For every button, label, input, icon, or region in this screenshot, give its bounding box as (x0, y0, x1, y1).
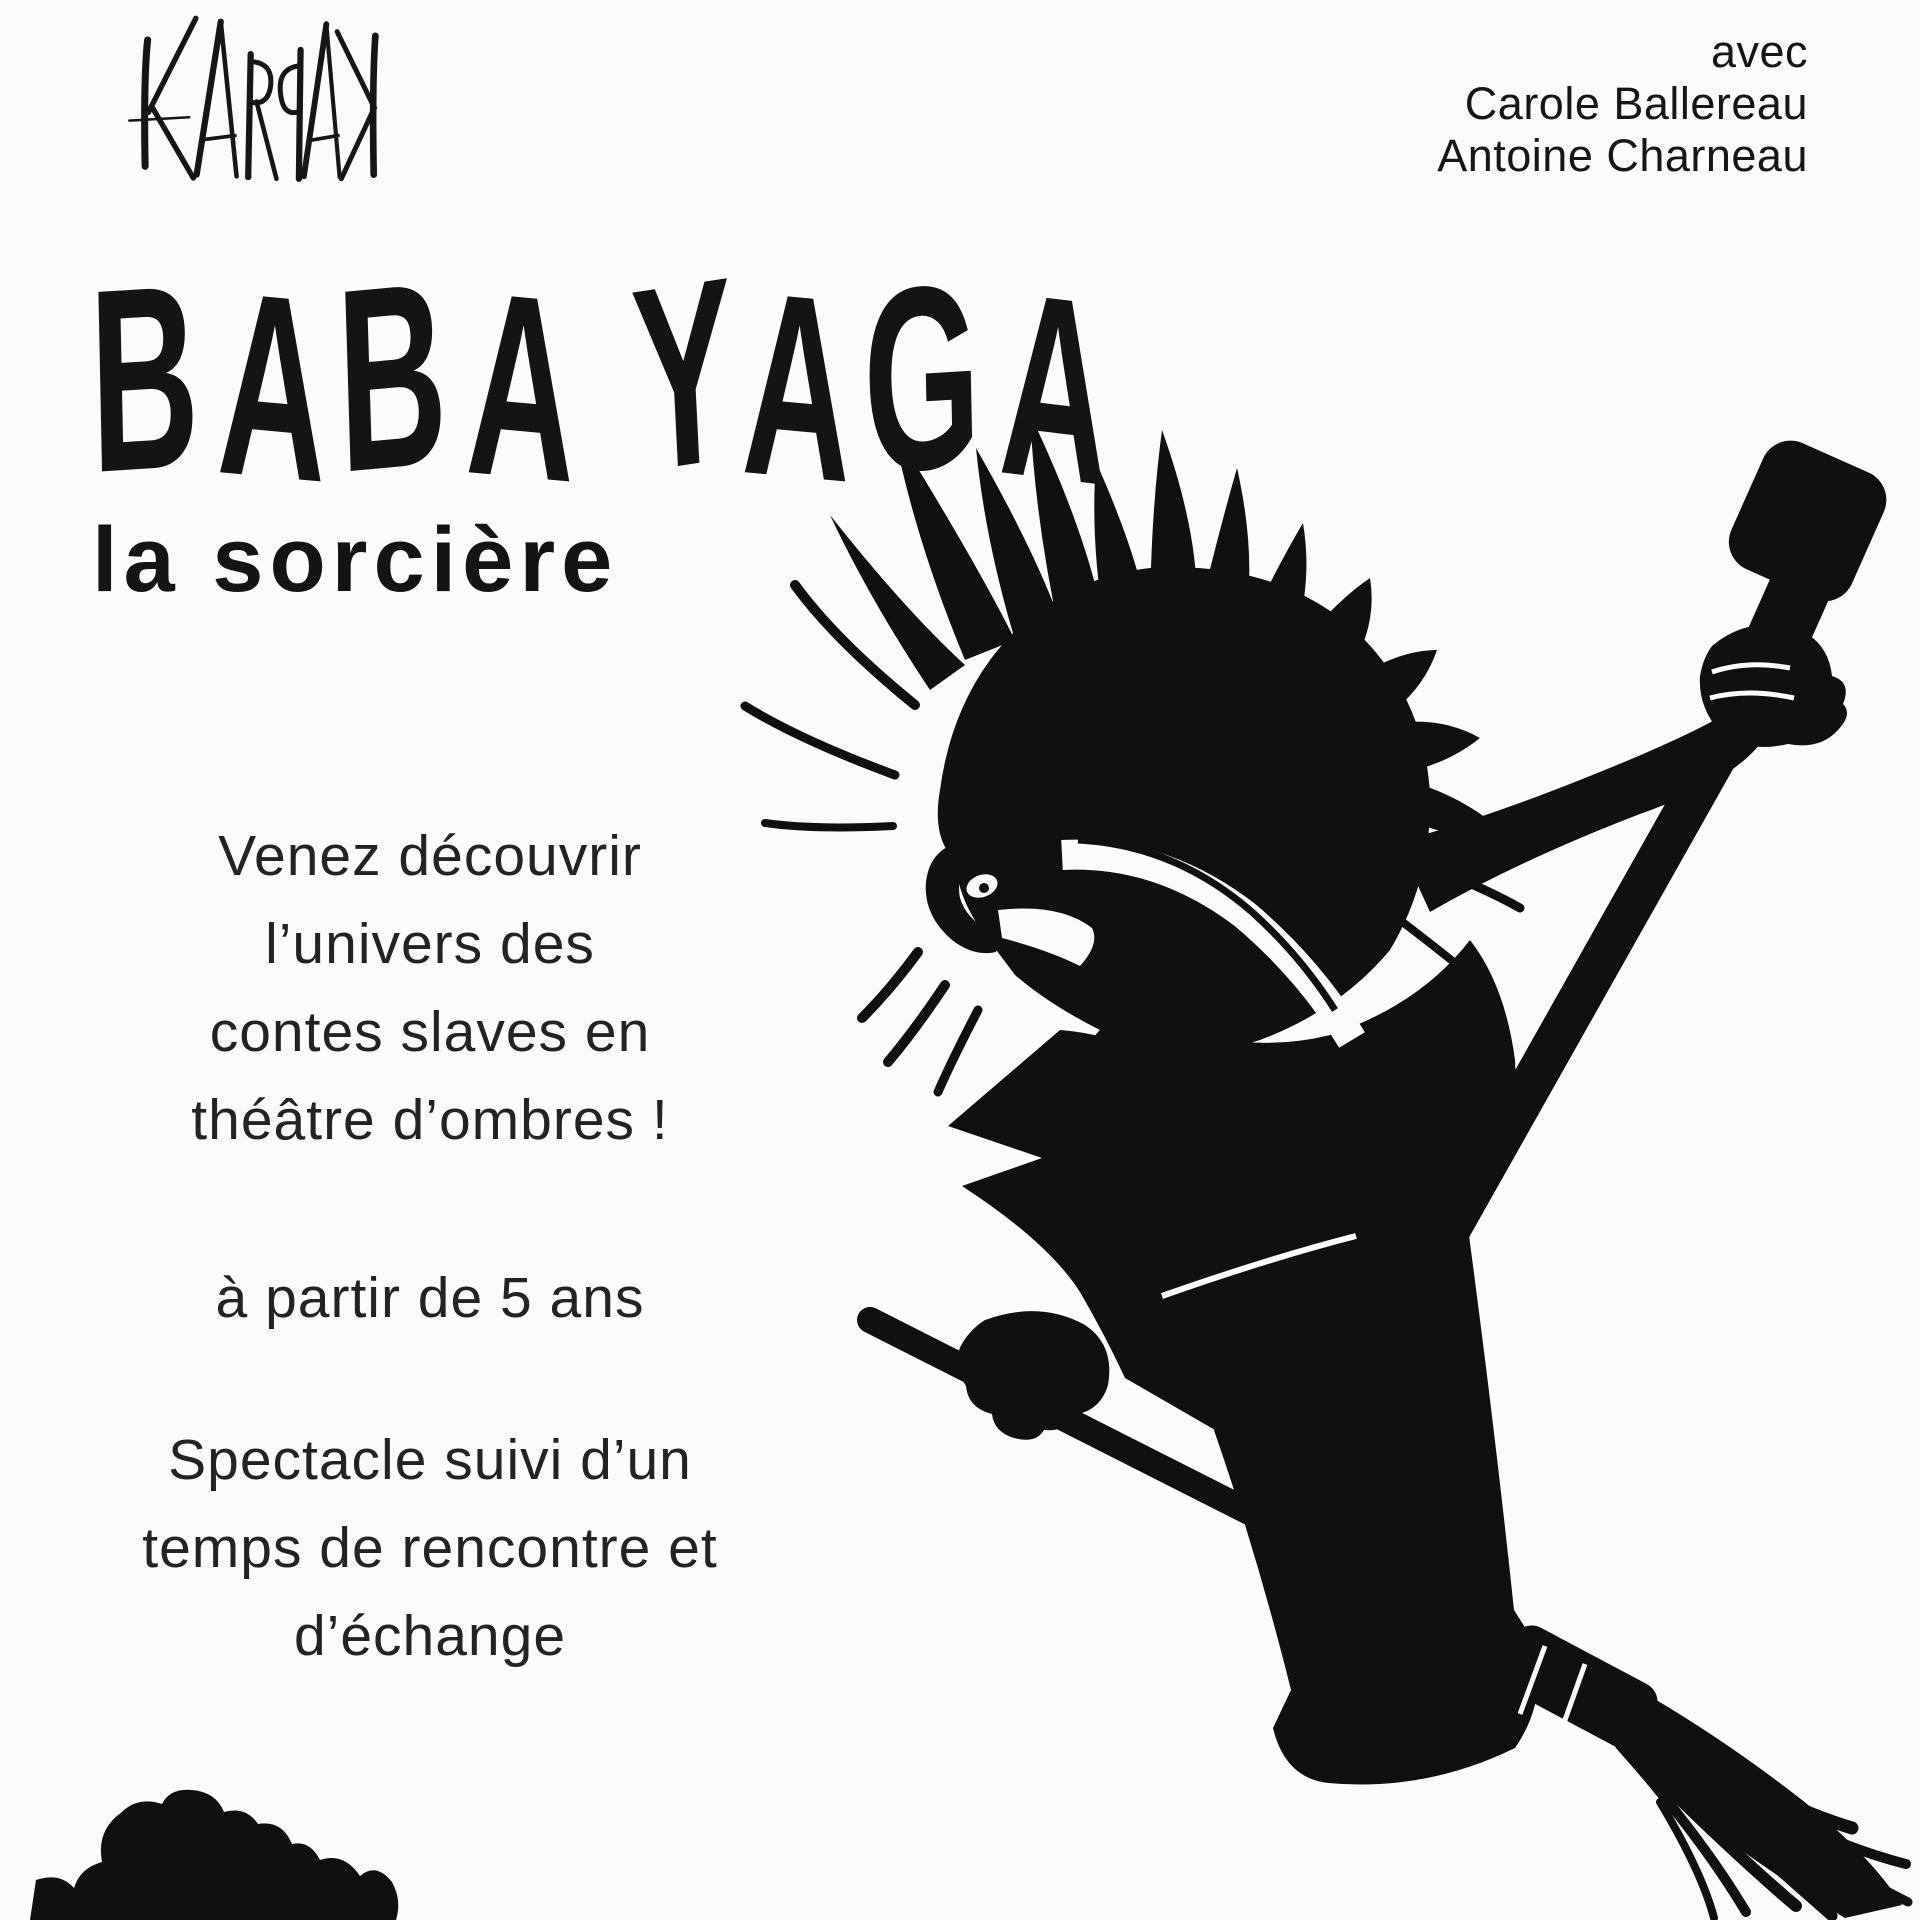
pitch-line: théâtre d’ombres ! (191, 1088, 669, 1152)
age-note: à partir de 5 ans (215, 1266, 645, 1330)
chin-whiskers (862, 952, 978, 1092)
pitch-paragraph (58, 812, 802, 1164)
description-block (58, 812, 802, 1680)
extra-line: temps de rencontre et (142, 1516, 718, 1580)
subtitle: la sorcière (92, 509, 619, 611)
foliage-silhouette (30, 1790, 398, 1920)
pitch-line: contes slaves en (209, 1000, 651, 1064)
extra-line: Spectacle suivi d’un (168, 1428, 692, 1492)
broom-bristles (1490, 1618, 1908, 1918)
extra-line: d’échange (293, 1604, 567, 1668)
extra-paragraph (58, 1416, 802, 1680)
title-text: BABA YAGA (87, 221, 1132, 544)
credit-name: Antoine Charneau (1437, 130, 1808, 181)
credits-intro: avec (1710, 26, 1808, 77)
pitch-line: Venez découvrir (218, 824, 642, 888)
credit-name: Carole Ballereau (1464, 78, 1808, 129)
pitch-line: l’univers des (265, 912, 595, 976)
